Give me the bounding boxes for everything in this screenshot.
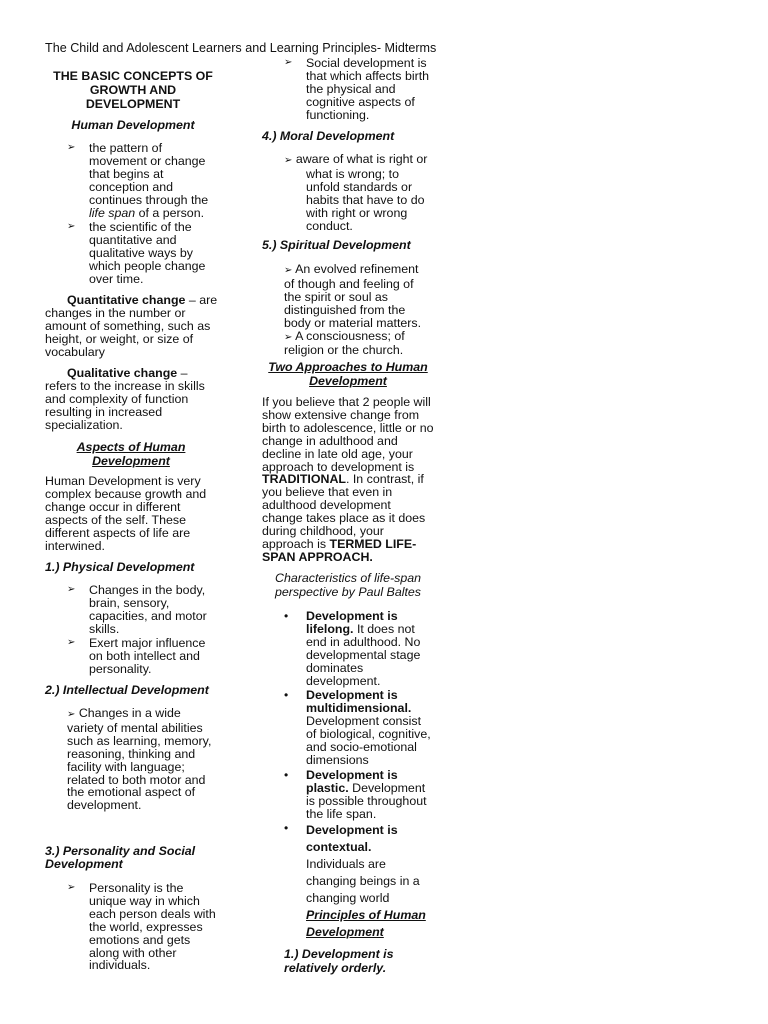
personality-social-heading: 3.) Personality and Social Development [45,844,196,871]
list-item-text: the scientific of the quantitative and qualitative ways by which people change over time. [89,220,206,286]
list-item-text: Social development is that which affects birth the physical and cognitive aspects of functioning. [306,56,430,122]
arrow-bullet-icon: ➢ [67,709,76,720]
arrow-bullet-icon: ➢ [284,155,293,166]
baltes-heading: Characteristics of life-span perspective by Paul Baltes [274,571,421,599]
aspects-paragraph: Human Development is very complex because growth and change occur in different aspects of the self. These different aspects of life are interwined. [45,474,207,553]
list-item-text: Development is contextual. Individuals are changing beings in a changing world [306,823,420,905]
physical-development-heading: 1.) Physical Development [45,560,195,574]
list-item-text: the pattern of movement or change that begins at conception and continues through the life span of a person. [89,141,209,220]
moral-development-heading: 4.) Moral Development [262,129,395,143]
approaches-heading: Two Approaches to Human Development [268,360,428,388]
list-item-text: Changes in the body, brain, sensory, capacities, and motor skills. [89,583,207,636]
bullet-dot-icon: • [284,821,289,835]
document-header: The Child and Adolescent Learners and Learning Principles- Midterms [45,41,437,55]
list-item-text: Development is multidimensional. Development consist of biological, cognitive, and socio-emotional dimensions [306,688,431,767]
moral-item: ➢ aware of what is right or what is wrong; to unfold standards or habits that have to do with right or wrong conduct. [284,152,428,233]
list-item-text: Exert major influence on both intellect and personality. [89,636,206,676]
arrow-bullet-icon: ➢ [67,882,76,893]
bullet-dot-icon: • [284,688,289,702]
principles-heading: Principles of Human Development [306,908,426,939]
arrow-bullet-icon: ➢ [67,584,76,595]
list-item: ➢ An evolved refinement of though and feeling of the spirit or soul as distinguished from the body or material matters. [284,262,422,330]
list-item-text: Development is plastic. Development is possible throughout the life span. [306,768,427,821]
bullet-dot-icon: • [284,768,289,782]
arrow-bullet-icon: ➢ [284,331,293,343]
qualitative-change-paragraph: Qualitative change – refers to the increase in skills and complexity of function resulting in increased specialization. [45,366,205,432]
list-item-text: Development is lifelong. It does not end in adulthood. No developmental stage dominates development. [306,609,421,688]
intellectual-item: ➢ Changes in a wide variety of mental abilities such as learning, memory, reasoning, thinking and facility with language; related to both motor and the emotional aspect of development. [67,706,212,813]
list-item: ➢ A consciousness; of religion or the church. [284,328,405,358]
list-item-text: Personality is the unique way in which each person deals with the world, expresses emotions and gets along with other individuals. [89,881,216,973]
aspects-heading: Aspects of Human Development [76,440,186,468]
main-title: THE BASIC CONCEPTS OF GROWTH AND DEVELOPMENT [53,69,213,111]
spiritual-development-heading: 5.) Spiritual Development [262,238,411,252]
arrow-bullet-icon: ➢ [67,221,76,232]
arrow-bullet-icon: ➢ [67,142,76,153]
bullet-dot-icon: • [284,609,289,623]
human-development-heading: Human Development [71,118,195,132]
arrow-bullet-icon: ➢ [67,637,76,648]
spiritual-items [284,263,430,357]
principle-1: 1.) Development is relatively orderly. [284,947,394,975]
arrow-bullet-icon: ➢ [284,57,293,68]
approaches-paragraph: If you believe that 2 people will show extensive change from birth to adolescence, little or no change in adulthood and decline in late old age, your approach to development is TRADITIONAL. In contrast, if you believe that even in adulthood development change takes place as it does during childhood, your approach is TERMED LIFE-SPAN APPROACH. [262,395,434,564]
quantitative-change-paragraph: Quantitative change – are changes in the number or amount of something, such as height, or weight, or size of vocabulary [45,293,218,359]
arrow-bullet-icon: ➢ [284,265,293,276]
intellectual-development-heading: 2.) Intellectual Development [45,683,209,697]
